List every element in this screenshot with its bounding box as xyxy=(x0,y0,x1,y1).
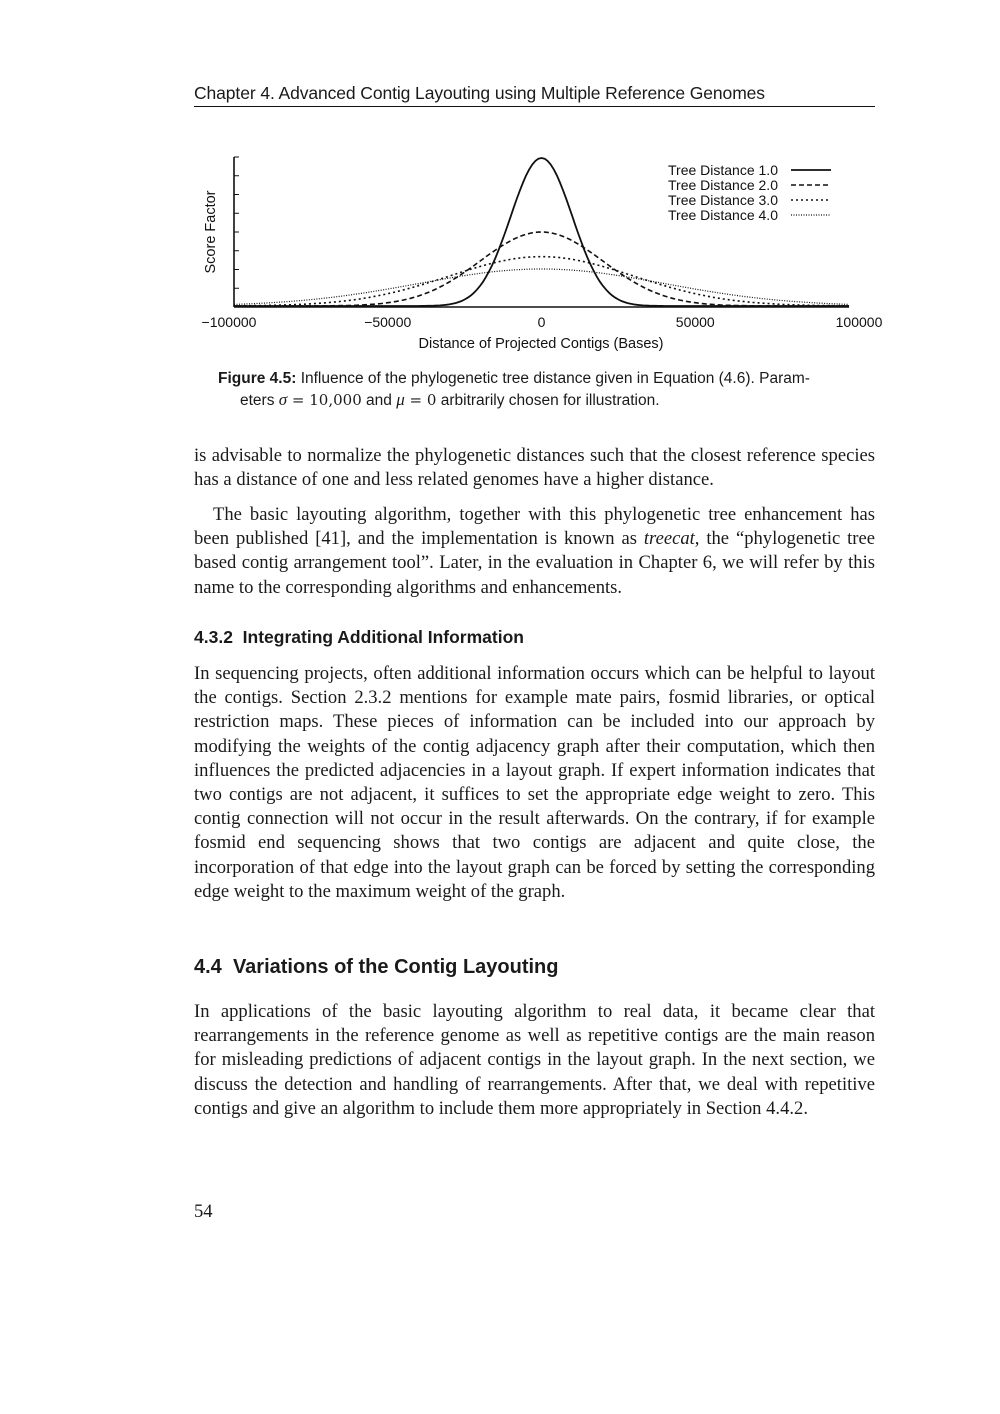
section-heading-4-3-2: 4.3.2 Integrating Additional Information xyxy=(194,627,524,647)
legend-label: Tree Distance 3.0 xyxy=(668,192,778,208)
sigma-math: σ = 10,000 xyxy=(278,390,362,409)
paragraph-treecat: The basic layouting algorithm, together with this phylogenetic tree enhancement has been published [41], and the implementation is known as treecat, the “phylogenetic tree based contig arrangement tool”. Later, in the evaluation in Chapter 6, we will refer by this name to the corresponding algorithms and enhancements. xyxy=(194,504,875,598)
mu-math: μ = 0 xyxy=(396,390,437,409)
curve-tree-distance-2-0 xyxy=(234,232,849,306)
section-heading-4-4: 4.4 Variations of the Contig Layouting xyxy=(194,956,559,978)
y-axis-label: Score Factor xyxy=(203,190,219,274)
svg-text:−50000: −50000 xyxy=(364,314,412,330)
figure-caption: Figure 4.5: Influence of the phylogenetic tree distance given in Equation (4.6). Param- eters σ = 10,000 and μ = 0 arbitrarily chosen for illustration. xyxy=(218,370,810,409)
paragraph-section-4-3-2: In sequencing projects, often additional information occurs which can be helpful to layout the contigs. Section 2.3.2 mentions for example mate pairs, fosmid libraries, or optical restriction maps. These pieces of information can be included into our approach by modifying the weights of the contig adjacency graph after their computation, which then influences the predicted adjacencies in a layout graph. If expert information indicates that two contigs are not adjacent, it suffices to set the appropriate edge weight to zero. This contig connection will not occur in the result afterwards. On the contrary, if for example fosmid end sequencing shows that two contigs are adjacent and quite close, the incorporation of that edge into the layout graph can be forced by setting the corresponding edge weight to the maximum weight of the graph. xyxy=(194,663,875,902)
x-axis-label: Distance of Projected Contigs (Bases) xyxy=(418,336,664,352)
page-number: 54 xyxy=(194,1201,213,1222)
legend xyxy=(668,162,831,223)
svg-text:0: 0 xyxy=(537,314,546,330)
svg-text:−100000: −100000 xyxy=(201,314,257,330)
legend-label: Tree Distance 1.0 xyxy=(668,162,778,178)
treecat-term: treecat xyxy=(643,528,695,550)
svg-text:50000: 50000 xyxy=(675,314,715,330)
running-head: Chapter 4. Advanced Contig Layouting using Multiple Reference Genomes xyxy=(194,83,875,107)
x-tick-labels xyxy=(202,314,883,330)
curve-tree-distance-3-0 xyxy=(234,257,849,306)
figure-4-5 xyxy=(184,140,884,365)
curve-tree-distance-4-0 xyxy=(234,269,849,304)
legend-label: Tree Distance 2.0 xyxy=(668,177,778,193)
figure-label: Figure 4.5: xyxy=(218,370,297,387)
paragraph-section-4-4: In applications of the basic layouting algorithm to real data, it became clear that rearrangements in the reference genome as well as repetitive contigs are the main reason for misleading predictions of adjacent contigs in the layout graph. In the next section, we discuss the detection and handling of rearrangements. After that, we deal with repetitive contigs and give an algorithm to include them more appropriately in Section 4.4.2. xyxy=(194,1001,875,1119)
legend-label: Tree Distance 4.0 xyxy=(668,207,778,223)
svg-text:100000: 100000 xyxy=(835,314,883,330)
gaussian-line-chart xyxy=(184,140,884,365)
paragraph-continuation: is advisable to normalize the phylogenetic distances such that the closest reference species has a distance of one and less related genomes have a higher distance. xyxy=(194,445,875,491)
